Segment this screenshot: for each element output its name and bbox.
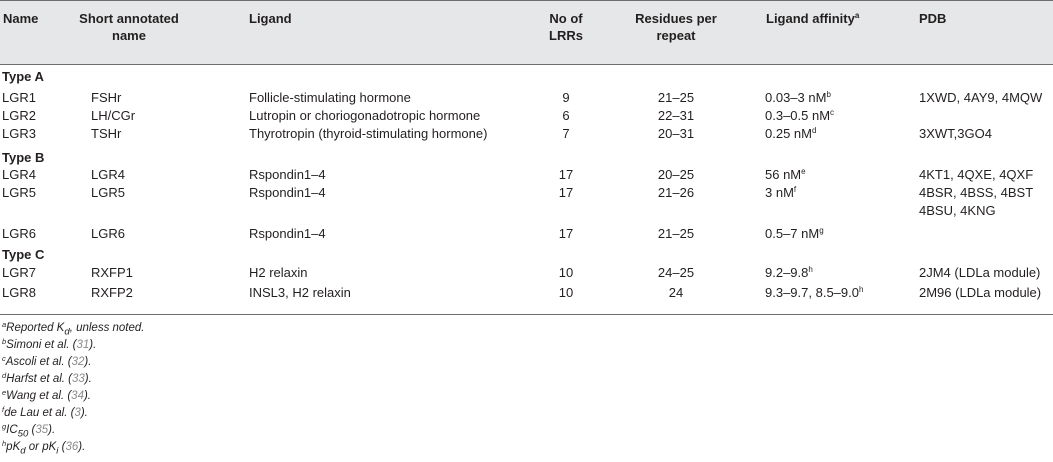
type-c-label: Type C [2, 247, 45, 262]
row-affinity: 9.2–9.8$^h$ [765, 265, 813, 280]
header-lrrs-1: No of [549, 11, 583, 26]
header-ligand: Ligand [249, 11, 292, 26]
row-lrrs: 10 [558, 285, 574, 300]
header-rule [0, 64, 1053, 65]
row-ligand: Thyrotropin (thyroid-stimulating hormone) [249, 126, 488, 141]
header-residues-1: Residues per [635, 11, 717, 26]
row-affinity: 0.25 $nM^d$ [765, 126, 817, 141]
row-name: LGR2 [2, 108, 36, 123]
row-pdb: 4BSR, 4BSS, 4BST [919, 185, 1034, 200]
row-short-name: FSHr [91, 90, 122, 105]
row-name: LGR5 [2, 185, 36, 200]
row-residues: 21–25 [657, 90, 695, 105]
header-name: Name [3, 11, 39, 26]
bottom-rule [0, 314, 1053, 315]
row-residues: 24 [668, 285, 684, 300]
row-residues: 22–31 [657, 108, 695, 123]
header-lrrs-2: LRRs [549, 28, 583, 43]
type-b-label: Type B [2, 150, 45, 165]
row-short-name: RXFP1 [91, 265, 133, 280]
row-name: LGR1 [2, 90, 36, 105]
row-ligand: INSL3, H2 relaxin [249, 285, 351, 300]
row-pdb: 4KT1, 4QXE, 4QXF [919, 167, 1034, 182]
footnote: $^b$Simoni et al. (31). [2, 337, 97, 351]
row-affinity: 0.03–3 $nM^b$ [765, 90, 831, 105]
row-short-name: LGR5 [91, 185, 125, 200]
row-short-name: TSHr [91, 126, 122, 141]
row-short-name: RXFP2 [91, 285, 133, 300]
row-pdb: 2M96 (LDLa module) [919, 285, 1042, 300]
row-affinity: 3 $nM^f$ [765, 185, 797, 200]
row-residues: 20–31 [657, 126, 695, 141]
row-name: LGR8 [2, 285, 36, 300]
row-name: LGR4 [2, 167, 36, 182]
header-pdb: PDB [919, 11, 947, 26]
row-lrrs: 6 [562, 108, 570, 123]
top-rule [0, 0, 1053, 1]
row-lrrs: 17 [558, 167, 574, 182]
row-short-name: LGR4 [91, 167, 125, 182]
type-a-label: Type A [2, 69, 44, 84]
header-affinity: Ligand affinity$^a$ [766, 11, 860, 26]
row-ligand: Lutropin or choriogonadotropic hormone [249, 108, 481, 123]
row-ligand: Rspondin1–4 [249, 226, 326, 241]
row-lrrs: 17 [558, 185, 574, 200]
row-affinity: 0.3–0.5 $nM^c$ [765, 108, 835, 123]
row-lrrs: 17 [558, 226, 574, 241]
footnote: $^f$de Lau et al. (3). [2, 405, 88, 419]
row-residues: 24–25 [657, 265, 695, 280]
footnote: $^d$Harfst et al. (33). [2, 371, 92, 385]
row-ligand: H2 relaxin [249, 265, 308, 280]
footnote: $^e$Wang et al. (34). [2, 388, 91, 402]
row-name: LGR6 [2, 226, 36, 241]
row-ligand: Rspondin1–4 [249, 167, 326, 182]
footnote: $^hpK_d$ or $pK_i$ (36). [2, 439, 86, 457]
row-residues: 20–25 [657, 167, 695, 182]
row-pdb: 1XWD, 4AY9, 4MQW [919, 90, 1043, 105]
row-residues: 21–26 [657, 185, 695, 200]
row-lrrs: 9 [562, 90, 570, 105]
row-residues: 21–25 [657, 226, 695, 241]
row-pdb: 2JM4 (LDLa module) [919, 265, 1041, 280]
header-short-name-1: Short annotated [79, 11, 179, 26]
row-ligand: Follicle-stimulating hormone [249, 90, 411, 105]
header-residues-2: repeat [656, 28, 696, 43]
row-affinity: 56 $nM^e$ [765, 167, 806, 182]
row-lrrs: 10 [558, 265, 574, 280]
row-ligand: Rspondin1–4 [249, 185, 326, 200]
row-short-name: LGR6 [91, 226, 125, 241]
header-short-name-2: name [112, 28, 146, 43]
footnote: $^gIC_{50}$ (35). [2, 422, 56, 440]
row-name: LGR7 [2, 265, 36, 280]
row-short-name: LH/CGr [91, 108, 136, 123]
row-pdb-cont: 4BSU, 4KNG [919, 203, 996, 218]
row-affinity: 0.5–7 $nM^g$ [765, 226, 824, 241]
row-affinity: 9.3–9.7, 8.5–9.0$^h$ [765, 285, 864, 300]
row-pdb: 3XWT,3GO4 [919, 126, 992, 141]
footnote: $^a$Reported $K_d$, unless noted. [2, 320, 145, 338]
row-lrrs: 7 [562, 126, 570, 141]
footnote: $^c$Ascoli et al. (32). [2, 354, 92, 368]
row-name: LGR3 [2, 126, 36, 141]
